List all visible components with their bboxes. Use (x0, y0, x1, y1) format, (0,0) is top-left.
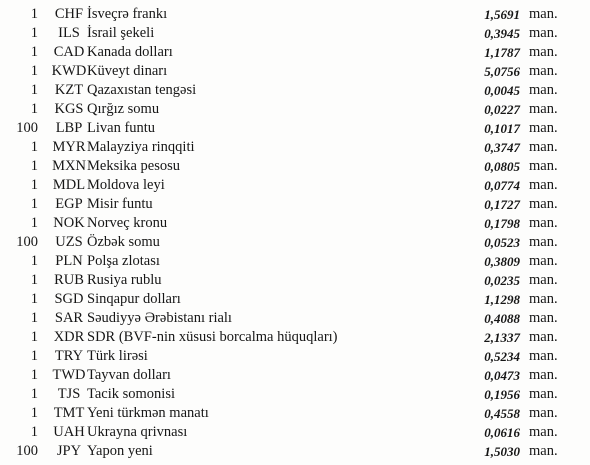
exchange-rate: 1,1298 (484, 292, 520, 307)
exchange-rate: 2,1337 (484, 330, 520, 345)
currency-row (0, 252, 590, 271)
exchange-rate: 0,0523 (484, 235, 520, 250)
currency-code: NOK (53, 215, 85, 231)
nominal-amount: 1 (30, 6, 38, 22)
currency-code: KGS (54, 101, 84, 117)
unit-label: man. (529, 82, 558, 98)
currency-name: Tayvan dolları (87, 367, 171, 383)
exchange-rate: 0,1727 (484, 197, 520, 212)
unit-label: man. (529, 139, 558, 155)
unit-label: man. (529, 196, 558, 212)
exchange-rate: 0,0473 (484, 368, 520, 383)
exchange-rate: 0,0235 (484, 273, 520, 288)
exchange-rate: 0,4088 (484, 311, 520, 326)
exchange-rate: 0,3809 (484, 254, 520, 269)
currency-code: SAR (54, 310, 84, 326)
nominal-amount: 1 (30, 291, 38, 307)
currency-row (0, 214, 590, 233)
currency-row (0, 24, 590, 43)
currency-name: Yapon yeni (87, 443, 153, 459)
currency-row (0, 423, 590, 442)
exchange-rate: 5,0756 (484, 64, 520, 79)
currency-name: Moldova leyi (87, 177, 165, 193)
exchange-rate: 1,5030 (484, 444, 520, 459)
exchange-rate: 1,1787 (484, 45, 520, 60)
nominal-amount: 1 (30, 405, 38, 421)
currency-name: İsveçrə frankı (87, 6, 168, 22)
currency-name: İsrail şekeli (87, 25, 155, 41)
unit-label: man. (529, 253, 558, 269)
unit-label: man. (529, 158, 558, 174)
currency-code: MDL (52, 177, 86, 193)
currency-code: UZS (55, 234, 83, 250)
nominal-amount: 1 (30, 82, 38, 98)
nominal-amount: 1 (30, 196, 38, 212)
unit-label: man. (529, 348, 558, 364)
currency-name: Norveç kronu (87, 215, 168, 231)
currency-code: TRY (54, 348, 84, 364)
currency-row (0, 43, 590, 62)
unit-label: man. (529, 25, 558, 41)
currency-row (0, 233, 590, 252)
exchange-rate: 0,0045 (484, 83, 520, 98)
exchange-rate: 0,0805 (484, 159, 520, 174)
unit-label: man. (529, 234, 558, 250)
currency-code: PLN (55, 253, 83, 269)
unit-label: man. (529, 310, 558, 326)
unit-label: man. (529, 44, 558, 60)
currency-code: UAH (53, 424, 85, 440)
unit-label: man. (529, 424, 558, 440)
exchange-rate: 0,0616 (484, 425, 520, 440)
exchange-rate: 0,1017 (484, 121, 520, 136)
currency-code: CAD (53, 44, 85, 60)
unit-label: man. (529, 405, 558, 421)
exchange-rate: 1,5691 (484, 7, 520, 22)
nominal-amount: 1 (30, 310, 38, 326)
currency-code: KZT (54, 82, 84, 98)
unit-label: man. (529, 443, 558, 459)
currency-name: Polşa zlotası (87, 253, 160, 269)
currency-row (0, 157, 590, 176)
currency-name: Qırğız somu (87, 101, 160, 117)
currency-name: Livan funtu (87, 120, 156, 136)
unit-label: man. (529, 272, 558, 288)
currency-code: MXN (52, 158, 86, 174)
currency-name: Küveyt dinarı (87, 63, 168, 79)
currency-code: CHF (54, 6, 84, 22)
currency-name: Ukrayna qrivnası (87, 424, 188, 440)
nominal-amount: 100 (16, 443, 38, 459)
currency-row (0, 176, 590, 195)
nominal-amount: 100 (16, 120, 38, 136)
nominal-amount: 1 (30, 329, 38, 345)
currency-row (0, 138, 590, 157)
currency-row (0, 347, 590, 366)
currency-code: JPY (56, 443, 82, 459)
nominal-amount: 1 (30, 386, 38, 402)
currency-code: KWD (51, 63, 87, 79)
currency-code: LBP (55, 120, 83, 136)
unit-label: man. (529, 6, 558, 22)
currency-name: Qazaxıstan tengəsi (87, 82, 197, 98)
nominal-amount: 1 (30, 215, 38, 231)
unit-label: man. (529, 367, 558, 383)
currency-name: Türk lirəsi (87, 348, 148, 364)
nominal-amount: 1 (30, 272, 38, 288)
nominal-amount: 1 (30, 25, 38, 41)
currency-code: RUB (54, 272, 84, 288)
exchange-rate: 0,3945 (484, 26, 520, 41)
nominal-amount: 1 (30, 424, 38, 440)
currency-row (0, 5, 590, 24)
currency-code: EGP (55, 196, 83, 212)
nominal-amount: 1 (30, 158, 38, 174)
currency-code: XDR (53, 329, 85, 345)
currency-row (0, 309, 590, 328)
unit-label: man. (529, 215, 558, 231)
currency-name: Yeni türkmən manatı (87, 405, 209, 421)
nominal-amount: 1 (30, 63, 38, 79)
currency-row (0, 328, 590, 347)
exchange-rate: 0,1956 (484, 387, 520, 402)
currency-code: ILS (58, 25, 80, 41)
exchange-rate: 0,1798 (484, 216, 520, 231)
currency-row (0, 290, 590, 309)
nominal-amount: 1 (30, 367, 38, 383)
nominal-amount: 1 (30, 348, 38, 364)
nominal-amount: 1 (30, 44, 38, 60)
currency-row (0, 442, 590, 461)
unit-label: man. (529, 101, 558, 117)
currency-name: Özbək somu (87, 234, 160, 250)
exchange-rate: 0,0227 (484, 102, 520, 117)
currency-row (0, 81, 590, 100)
currency-name: Rusiya rublu (87, 272, 162, 288)
currency-row (0, 271, 590, 290)
unit-label: man. (529, 63, 558, 79)
currency-name: Meksika pesosu (87, 158, 181, 174)
exchange-rate: 0,0774 (484, 178, 520, 193)
currency-row (0, 195, 590, 214)
currency-name: Tacik somonisi (87, 386, 175, 402)
exchange-rate: 0,5234 (484, 349, 520, 364)
currency-code: TJS (57, 386, 81, 402)
unit-label: man. (529, 120, 558, 136)
currency-row (0, 404, 590, 423)
currency-row (0, 100, 590, 119)
currency-row (0, 119, 590, 138)
currency-code: TWD (52, 367, 86, 383)
unit-label: man. (529, 177, 558, 193)
currency-row (0, 385, 590, 404)
unit-label: man. (529, 329, 558, 345)
nominal-amount: 100 (16, 234, 38, 250)
exchange-rate: 0,4558 (484, 406, 520, 421)
currency-code: TMT (53, 405, 85, 421)
currency-code: SGD (54, 291, 84, 307)
currency-name: Səudiyyə Ərəbistanı rialı (87, 310, 232, 326)
nominal-amount: 1 (30, 139, 38, 155)
unit-label: man. (529, 386, 558, 402)
exchange-rate: 0,3747 (484, 140, 520, 155)
currency-name: Misir funtu (87, 196, 153, 212)
nominal-amount: 1 (30, 253, 38, 269)
nominal-amount: 1 (30, 101, 38, 117)
unit-label: man. (529, 291, 558, 307)
currency-row (0, 62, 590, 81)
currency-name: Kanada dolları (87, 44, 173, 60)
currency-row (0, 366, 590, 385)
currency-name: SDR (BVF-nin xüsusi borcalma hüquqları) (87, 329, 338, 345)
currency-name: Sinqapur dolları (87, 291, 181, 307)
currency-name: Malayziya rinqqiti (87, 139, 195, 155)
currency-code: MYR (52, 139, 86, 155)
nominal-amount: 1 (30, 177, 38, 193)
